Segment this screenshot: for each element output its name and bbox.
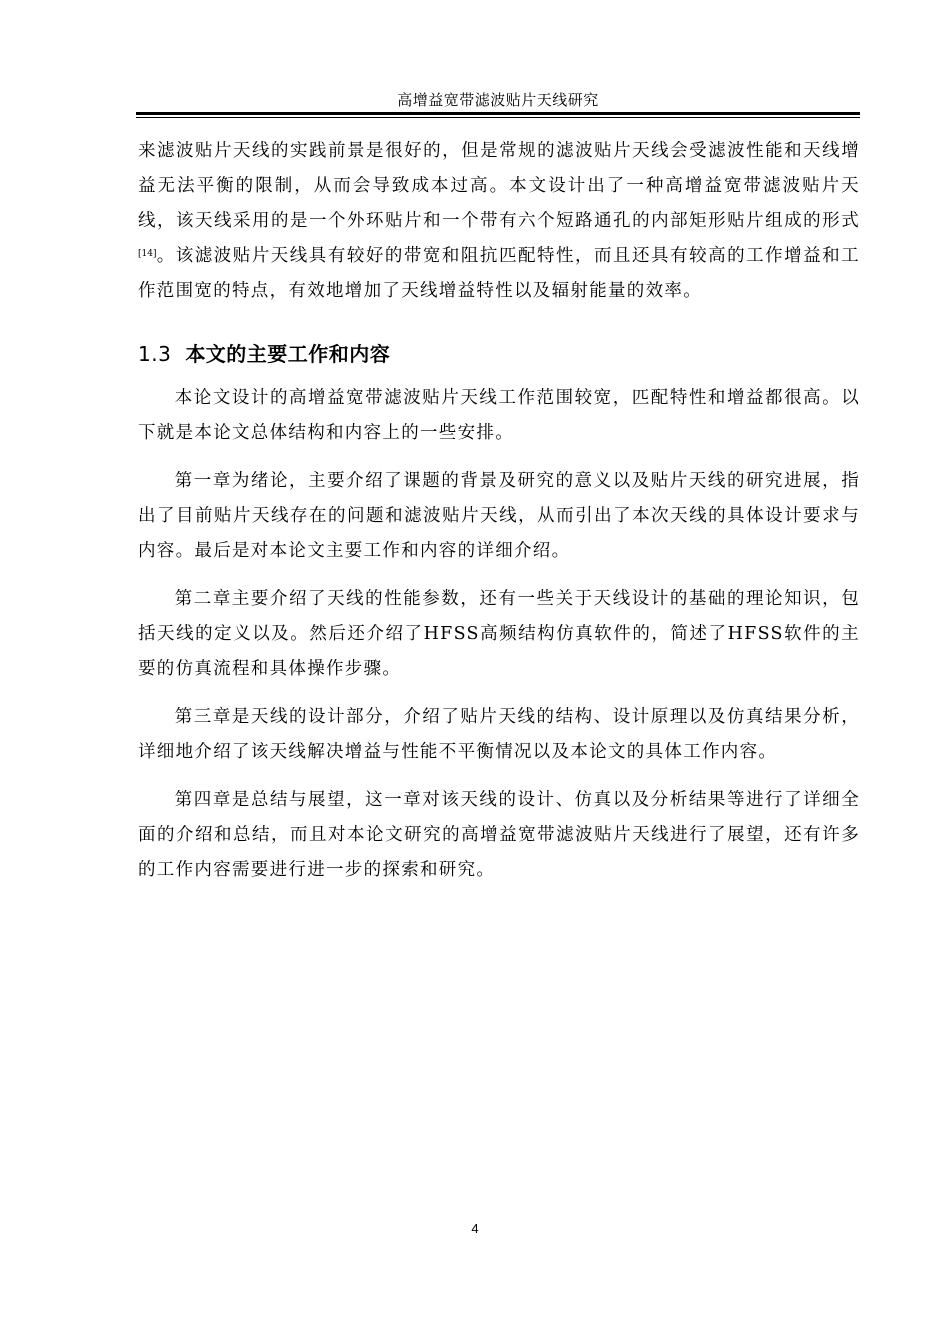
page-body — [138, 134, 860, 888]
intro-text-before-citation: 来滤波贴片天线的实践前景是很好的，但是常规的滤波贴片天线会受滤波性能和天线增益无法平衡的限制，从而会导致成本过高。本文设计出了一种高增益宽带滤波贴片天线，该天线采用的是一个外环贴片和一个带有六个短路通孔的内部矩形贴片组成的形式 — [138, 141, 860, 231]
body-paragraph-chapter-2: 第二章主要介绍了天线的性能参数，还有一些关于天线设计的基础的理论知识，包括天线的定义以及。然后还介绍了HFSS高频结构仿真软件的，简述了HFSS软件的主要的仿真流程和具体操作步骤。 — [138, 589, 860, 679]
running-header: 高增益宽带滤波贴片天线研究 — [397, 91, 599, 109]
body-paragraph-chapter-3: 第三章是天线的设计部分，介绍了贴片天线的结构、设计原理以及仿真结果分析，详细地介绍了该天线解决增益与性能不平衡情况以及本论文的具体工作内容。 — [138, 707, 860, 762]
section-heading — [138, 339, 860, 369]
citation-reference: [14] — [138, 249, 157, 259]
body-paragraph-overview: 本论文设计的高增益宽带滤波贴片天线工作范围较宽，匹配特性和增益都很高。以下就是本论文总体结构和内容上的一些安排。 — [138, 388, 860, 443]
intro-text-after-citation: 。该滤波贴片天线具有较好的带宽和阻抗匹配特性，而且还具有较高的工作增益和工作范围宽的特点，有效地增加了天线增益特性以及辐射能量的效率。 — [138, 246, 860, 301]
section-title: 本文的主要工作和内容 — [185, 342, 391, 366]
header-rule-thick — [136, 112, 860, 115]
intro-paragraph — [138, 134, 860, 309]
body-paragraph-chapter-4: 第四章是总结与展望，这一章对该天线的设计、仿真以及分析结果等进行了详细全面的介绍和总结，而且对本论文研究的高增益宽带滤波贴片天线进行了展望，还有许多的工作内容需要进行进一步的探索和研究。 — [138, 790, 860, 880]
header-rule-thin — [136, 117, 860, 118]
section-number: 1.3 — [138, 342, 172, 366]
page-number: 4 — [471, 1221, 479, 1236]
body-paragraph-chapter-1: 第一章为绪论，主要介绍了课题的背景及研究的意义以及贴片天线的研究进展，指出了目前贴片天线存在的问题和滤波贴片天线，从而引出了本次天线的具体设计要求与内容。最后是对本论文主要工作和内容的详细介绍。 — [138, 471, 860, 561]
